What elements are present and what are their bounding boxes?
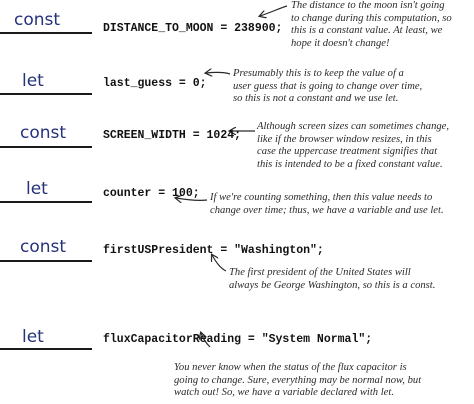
code-line: last_guess = 0;: [103, 77, 207, 90]
arrow-row-1: [260, 6, 287, 16]
keyword-rule: [0, 260, 92, 262]
keyword-const: const: [14, 10, 61, 30]
annotation-note: The distance to the moon isn't going to change during this computation, so this is a constant value. At least, we hope it doesn't change!: [291, 0, 452, 49]
annotation-note: Presumably this is to keep the value of a user guess that is going to change over time, so this is not a constant and we use let.: [233, 68, 423, 105]
annotation-note: The first president of the United States will always be George Washington, so this is a const.: [229, 267, 436, 291]
keyword-rule: [0, 93, 92, 95]
annotation-note: If we're counting something, then this value needs to change over time; thus, we have a variable and use let.: [210, 192, 444, 216]
keyword-rule: [0, 32, 92, 34]
arrow-row-2: [206, 72, 230, 74]
code-line: fluxCapacitorReading = "System Normal";: [103, 333, 373, 346]
keyword-rule: [0, 348, 92, 350]
keyword-let: let: [22, 71, 44, 91]
keyword-const: const: [20, 123, 67, 143]
keyword-let: let: [22, 327, 44, 347]
annotation-note: You never know when the status of the flux capacitor is going to change. Sure, everything may be normal now, but watch out! So, we have a variable declared with let.: [174, 362, 422, 399]
keyword-rule: [0, 146, 92, 148]
code-line: SCREEN_WIDTH = 1024;: [103, 129, 242, 142]
keyword-let: let: [26, 179, 48, 199]
keyword-rule: [0, 201, 92, 203]
annotation-note: Although screen sizes can sometimes change, like if the browser window resizes, in this case the uppercase treatment signifies that this is intended to be a fixed constant value.: [257, 121, 450, 170]
code-line: DISTANCE_TO_MOON = 238900;: [103, 22, 283, 35]
code-line: firstUSPresident = "Washington";: [103, 244, 324, 257]
keyword-const: const: [20, 237, 67, 257]
code-line: counter = 100;: [103, 187, 200, 200]
